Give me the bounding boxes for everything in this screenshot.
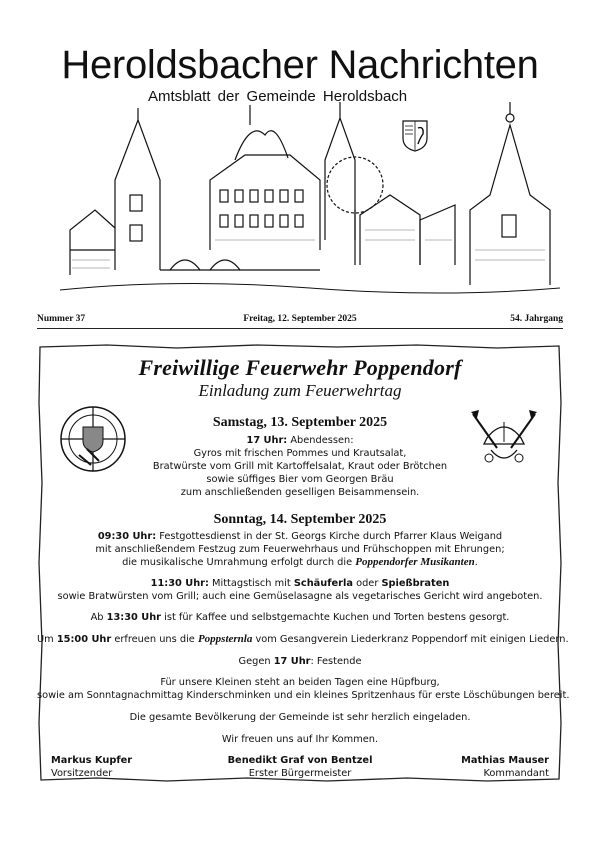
kids-line: Für unsere Kleinen steht an beiden Tagen eine Hüpfburg, xyxy=(160,677,440,688)
sunday-lunch-pre: Mittagstisch mit xyxy=(208,578,294,589)
welcome-line: Die gesamte Bevölkerung der Gemeinde ist sehr herzlich eingeladen. xyxy=(129,712,471,723)
issue-info-bar xyxy=(37,312,563,329)
sunday-lunch-item2: Spießbraten xyxy=(381,578,450,589)
sunday-end-pre: Gegen xyxy=(238,656,274,667)
saturday-time: 17 Uhr: xyxy=(246,435,288,446)
sunday-coffee-line xyxy=(37,611,563,624)
sunday-lunch-line xyxy=(37,577,563,590)
notice-title: Freiwillige Feuerwehr Poppendorf xyxy=(138,355,462,380)
saturday-menu-line: Bratwürste vom Grill mit Kartoffelsalat, Kraut oder Brötchen xyxy=(152,461,448,472)
notice-subtitle: Einladung zum Feuerwehrtag xyxy=(198,381,402,400)
town-illustration-icon xyxy=(60,100,560,310)
signature-role: Vorsitzender xyxy=(51,768,113,779)
sunday-music-pre: die musikalische Umrahmung erfolgt durch die xyxy=(122,557,356,568)
issue-volume: 54. Jahrgang xyxy=(510,314,563,324)
signature-commander xyxy=(461,754,549,780)
signature-role: Erster Bürgermeister xyxy=(248,768,352,779)
sunday-mass-text: Festgottesdienst in der St. Georgs Kirche durch Pfarrer Klaus Weigand xyxy=(156,531,503,542)
saturday-time-line xyxy=(37,434,563,447)
saturday-menu-line: Gyros mit frischen Pommes und Krautsalat, xyxy=(193,448,407,459)
signature-role: Kommandant xyxy=(483,768,549,779)
masthead-subtitle: Amtsblatt der Gemeinde Heroldsbach xyxy=(148,88,408,105)
sunday-choir-time: 15:00 Uhr xyxy=(56,634,112,645)
masthead-title: Heroldsbacher Nachrichten xyxy=(61,43,539,87)
sunday-mass-time: 09:30 Uhr: xyxy=(97,531,157,542)
saturday-menu-line: sowie süffiges Bier vom Georgen Bräu xyxy=(206,474,394,485)
sunday-lunch-item1: Schäuferla xyxy=(293,578,353,589)
sunday-band-name: Poppendorfer Musikanten xyxy=(355,556,475,568)
signature-name: Benedikt Graf von Bentzel xyxy=(227,755,373,766)
sunday-lunch-mid: oder xyxy=(352,578,382,589)
sunday-coffee-post: ist für Kaffee und selbstgemachte Kuchen und Torten bestens gesorgt. xyxy=(161,612,510,623)
saturday-time-text: Abendessen: xyxy=(287,435,354,446)
signature-name: Mathias Mauser xyxy=(461,755,549,766)
sunday-choir-name: Poppsternla xyxy=(197,633,253,645)
sunday-choir-mid: erfreuen uns die xyxy=(111,634,198,645)
coat-of-arms-icon xyxy=(402,120,428,152)
signature-name: Markus Kupfer xyxy=(51,755,133,766)
sunday-parade-line: mit anschließendem Festzug zum Feuerwehrhaus und Frühschoppen mit Ehrungen; xyxy=(95,544,505,555)
saturday-heading: Samstag, 13. September 2025 xyxy=(212,415,388,430)
fire-brigade-notice xyxy=(37,343,570,783)
sunday-choir-line xyxy=(37,633,569,646)
sunday-choir-pre: Um xyxy=(37,634,57,645)
closing-line: Wir freuen uns auf Ihr Kommen. xyxy=(221,734,379,745)
sunday-mass-line xyxy=(37,530,563,543)
sunday-music-line xyxy=(37,556,563,569)
sunday-coffee-pre: Ab xyxy=(90,612,107,623)
sunday-heading: Sonntag, 14. September 2025 xyxy=(213,512,387,527)
issue-number: Nummer 37 xyxy=(37,314,86,324)
sunday-end-post: : Festende xyxy=(310,656,362,667)
sunday-end-line xyxy=(37,655,563,668)
saturday-menu-line: zum anschließenden geselligen Beisammensein. xyxy=(180,487,420,498)
sunday-end-time: 17 Uhr xyxy=(273,656,311,667)
sunday-coffee-time: 13:30 Uhr xyxy=(106,612,161,623)
sunday-music-post: . xyxy=(474,557,478,568)
sunday-lunch-line2: sowie Bratwürsten vom Grill; auch eine Gemüselasagne als vegetarisches Gericht wird angeboten. xyxy=(57,591,543,602)
sunday-lunch-time: 11:30 Uhr: xyxy=(150,578,209,589)
kids-line: sowie am Sonntagnachmittag Kinderschminken und ein kleines Spritzenhaus für erste Löschübungen bereit. xyxy=(37,690,570,701)
sunday-choir-post: vom Gesangverein Liederkranz Poppendorf mit einigen Liedern. xyxy=(252,634,569,645)
issue-date: Freitag, 12. September 2025 xyxy=(243,314,357,324)
